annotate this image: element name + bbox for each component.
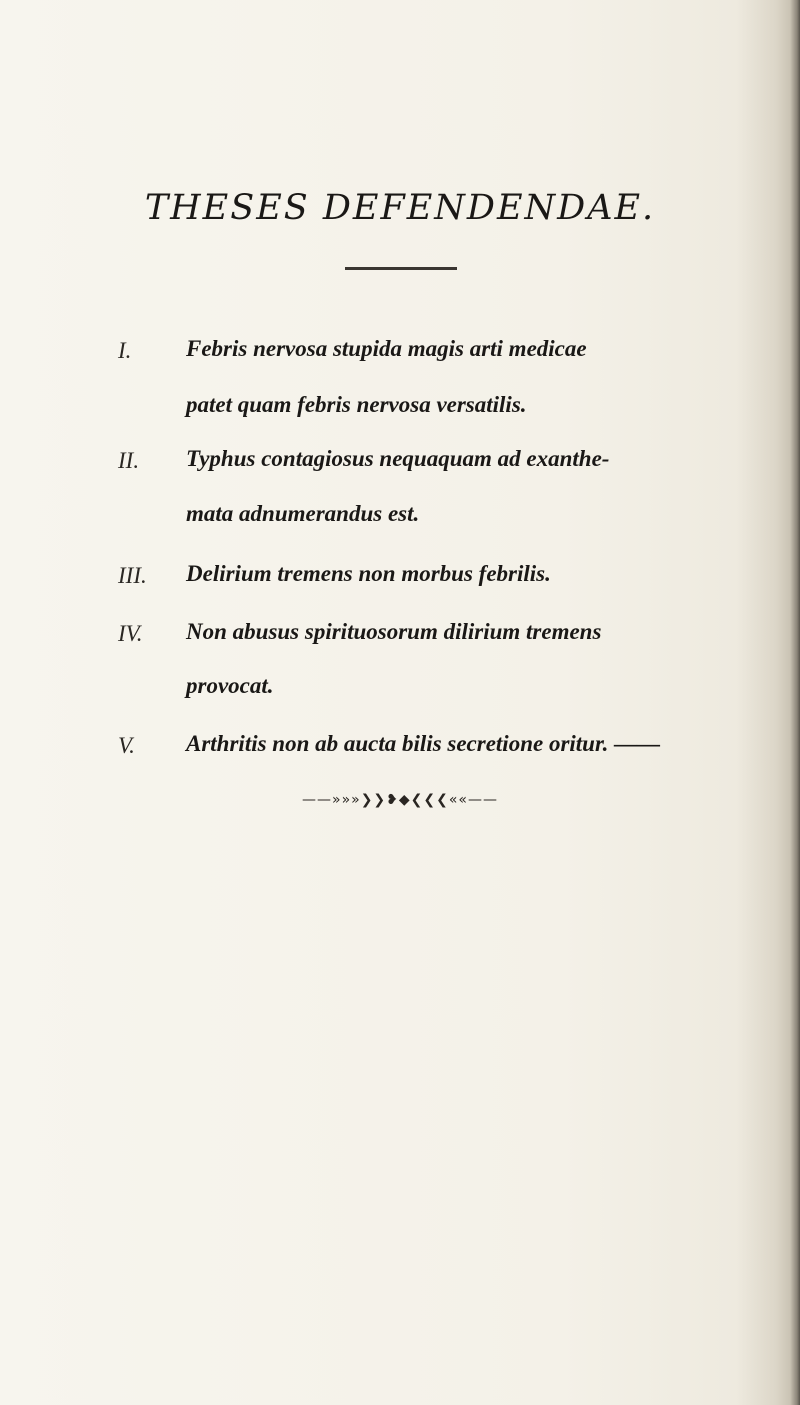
thesis-line: patet quam febris nervosa versatilis.	[186, 392, 527, 417]
thesis-line: Typhus contagiosus nequaquam ad exanthe-	[186, 446, 610, 471]
thesis-numeral: I.	[118, 338, 132, 363]
thesis-line: Non abusus spirituosorum dilirium tremens	[186, 619, 602, 644]
thesis-line: Febris nervosa stupida magis arti medicae	[186, 336, 587, 361]
thesis-numeral: II.	[118, 448, 140, 473]
thesis-line: mata adnumerandus est.	[186, 501, 420, 526]
decorative-ornament: ——»»»❯❯❥◆❮❮❮««——	[302, 792, 498, 808]
title-rule	[345, 267, 457, 270]
page-title: THESES DEFENDENDAE.	[144, 188, 656, 228]
thesis-numeral: IV.	[118, 621, 143, 646]
thesis-line: provocat.	[186, 673, 274, 698]
thesis-numeral: V.	[118, 733, 135, 758]
thesis-line: Delirium tremens non morbus febrilis.	[186, 561, 551, 586]
thesis-line: Arthritis non ab aucta bilis secretione oritur. ——	[186, 731, 661, 756]
thesis-numeral: III.	[118, 563, 147, 588]
